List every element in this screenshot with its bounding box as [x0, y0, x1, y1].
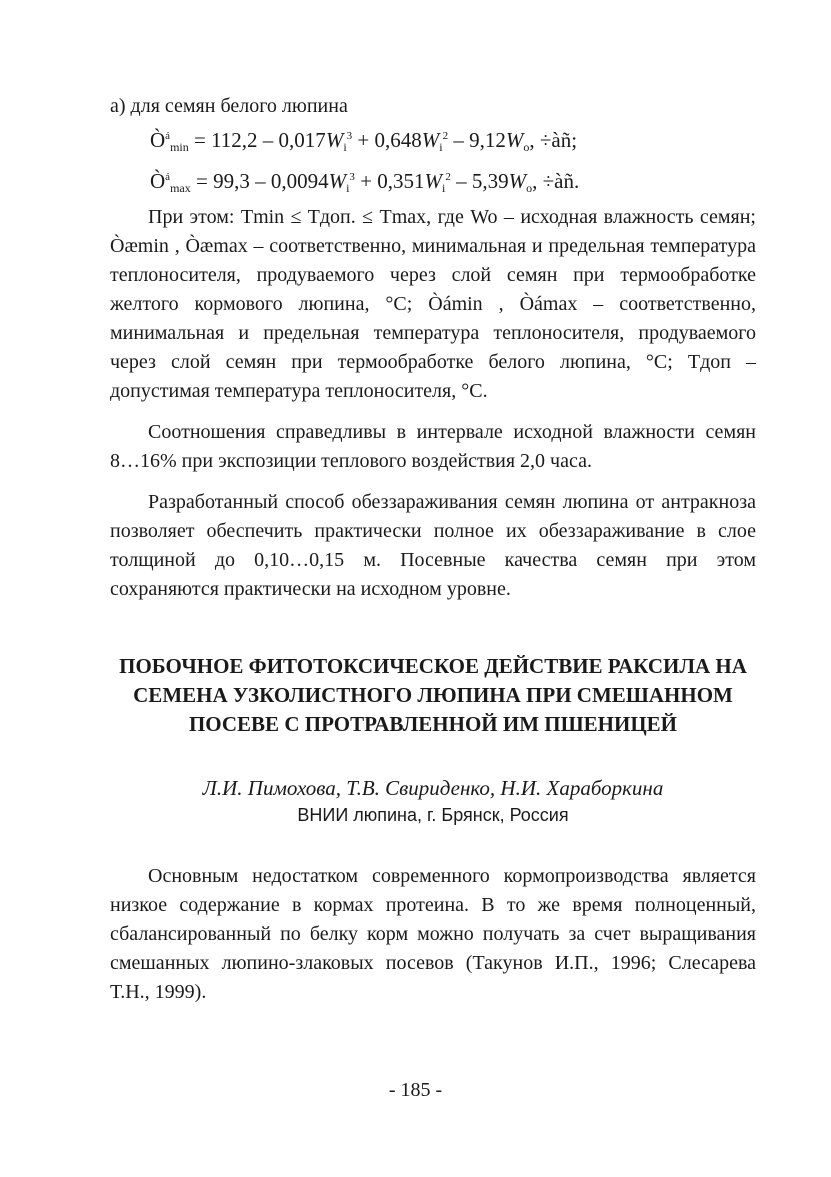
page-content	[110, 92, 756, 1007]
intro-label: а) для семян белого люпина	[110, 95, 348, 117]
institution: ВНИИ люпина, г. Брянск, Россия	[297, 805, 569, 825]
paragraph-intro: Основным недостатком современного кормопроизводства является низкое содержание в кормах протеина. В то же время полноценный, сбалансированный по белку корм можно получать за счет выращивания смешанных люпино-злаковых посевов (Такунов И.П., 1996; Слесарева Т.Н., 1999).	[110, 865, 756, 1003]
paragraph-conclusion: Разработанный способ обеззараживания семян люпина от антракноза позволяет обеспечить практически полное их обеззараживание в слое толщиной до 0,10…0,15 м. Посевные качества семян при этом сохраняются практически на исходном уровне.	[110, 491, 756, 600]
paragraph-conditions: Соотношения справедливы в интервале исходной влажности семян 8…16% при экспозиции теплового воздействия 2,0 часа.	[110, 421, 756, 472]
paragraph-definitions: При этом: Tmin ≤ Tдоп. ≤ Tmax, где Wo – исходная влажность семян; Òæmin , Òæmax – соответственно, минимальная и предельная температура теплоносителя, продуваемого через слой семян при термообработке желтого кормового люпина, °С; Òámin , Òámax – соответственно, минимальная и предельная температура теплоносителя, продуваемого через слой семян при термообработке белого люпина, °С; Tдоп – допустимая температура теплоносителя, °С.	[110, 206, 756, 402]
formula-symbol: Ò	[150, 128, 166, 152]
article-title: ПОБОЧНОЕ ФИТОТОКСИЧЕСКОЕ ДЕЙСТВИЕ РАКСИЛА НА СЕМЕНА УЗКОЛИСТНОГО ЛЮПИНА ПРИ СМЕШАННОМ ПОСЕВЕ С ПРОТРАВЛЕННОЙ ИМ ПШЕНИЦЕЙ	[119, 654, 747, 736]
authors: Л.И. Пимохова, Т.В. Свириденко, Н.И. Хараборкина	[202, 776, 664, 800]
formula-min: $Ò^á_{min} = 112,2 - 0,017W_i^3 + 0,648W_i^2 - 9,12W_o$, ÷àñ;	[150, 128, 578, 154]
formula-symbol: Ò	[150, 169, 166, 193]
page-number: - 185 -	[388, 1079, 443, 1101]
formula-max: $Ò^á_{max} = 99,3 - 0,0094W_i^3 + 0,351W_i^2 - 5,39W_o$, ÷àñ.	[150, 169, 580, 195]
